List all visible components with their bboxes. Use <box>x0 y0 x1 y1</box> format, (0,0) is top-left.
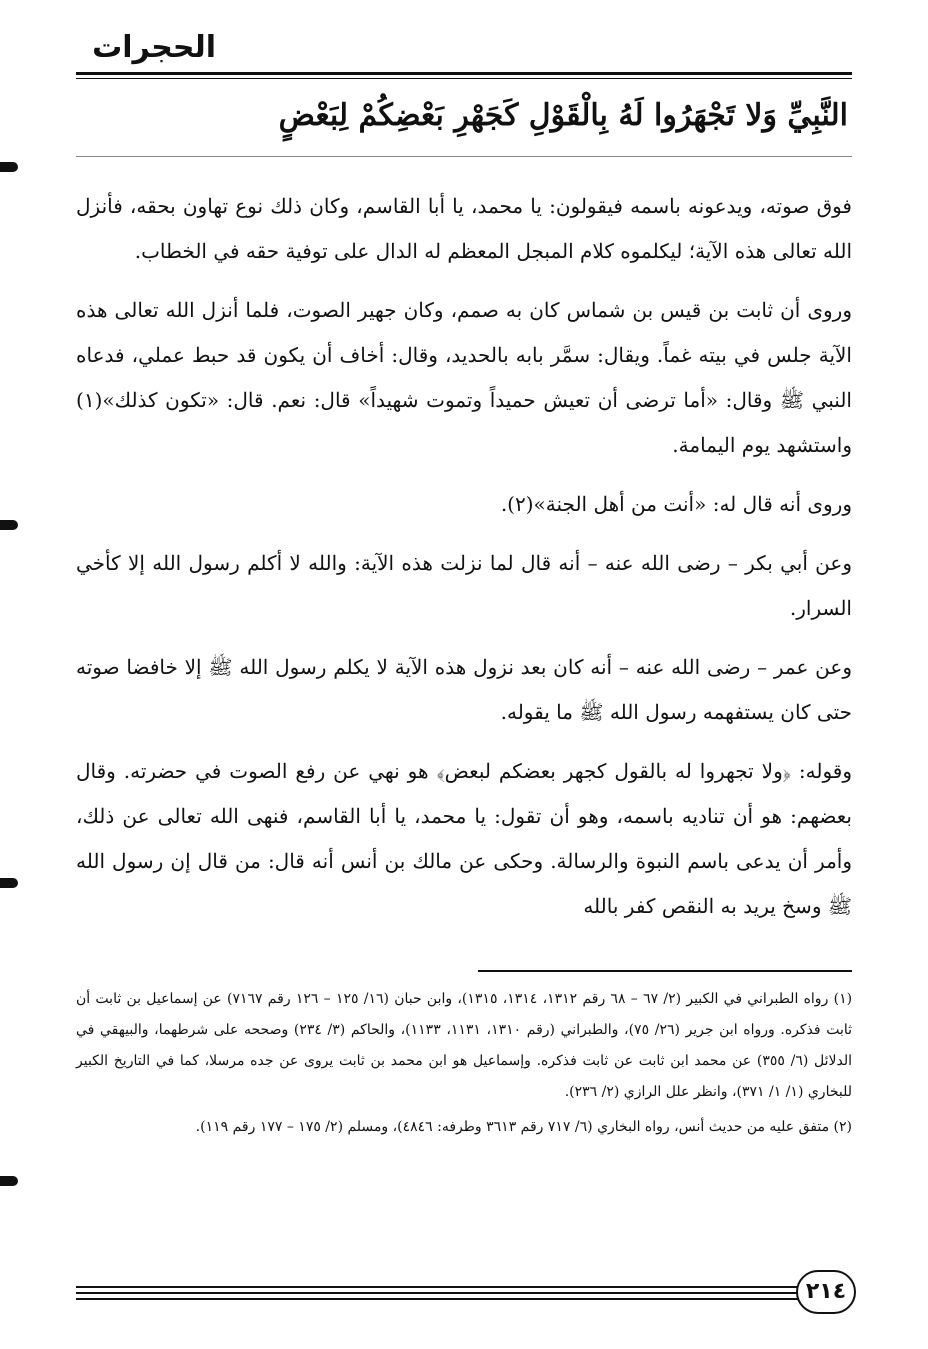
paragraph: وعن عمر – رضى الله عنه – أنه كان بعد نزول هذه الآية لا يكلم رسول الله ﷺ إلا خافضا صوته حتى كان يستفهمه رسول الله ﷺ ما يقوله. <box>76 655 852 724</box>
footnote: (١) رواه الطبراني في الكبير (٢/ ٦٧ – ٦٨ رقم ١٣١٢، ١٣١٤، ١٣١٥)، وابن حبان (١٦/ ١٢٥ – ١٢٦ رقم ٧١٦٧) عن إسماعيل بن ثابت أن ثابت فذكره. ورواه ابن جرير (٢٦/ ٧٥)، والطبراني (رقم ١٣١٠، ١١٣١، ١١٣٣)، والحاكم (٣/ ٢٣٤) وصححه على شرطهما، والبيهقي في الدلائل (٦/ ٣٥٥) عن محمد ابن ثابت عن ثابت فذكره. وإسماعيل هو ابن محمد بن ثابت يروى عن جده مرسلا، كما في التاريخ الكبير للبخاري (١/ ١/ ٣٧١)، وانظر علل الرازي (٢/ ٢٣٦). <box>76 991 853 1100</box>
surah-title: الحجرات <box>92 30 216 65</box>
paragraph: وروى أن ثابت بن قيس بن شماس كان به صمم، وكان جهير الصوت، فلما أنزل الله تعالى هذه الآية جلس في بيته غماً. ويقال: سمَّر بابه بالحديد، وقال: أخاف أن يكون قد حبط عملي، فدعاه النبي ﷺ وقال: «أما ترضى أن تعيش حميداً وتموت شهيداً» قال: نعم. قال: «تكون كذلك»(١) واستشهد يوم اليمامة. <box>76 298 852 457</box>
header-rule-thin <box>76 78 852 79</box>
main-text <box>76 184 852 943</box>
edge-thumb-mark <box>0 162 18 172</box>
header-rule-thick <box>76 72 852 75</box>
edge-thumb-mark <box>0 1176 18 1186</box>
verse-divider <box>76 156 852 157</box>
paragraph: وعن أبي بكر – رضى الله عنه – أنه قال لما نزلت هذه الآية: والله لا أكلم رسول الله إلا كأخي السرار. <box>76 551 852 620</box>
footnote-separator <box>478 970 852 972</box>
footer-rule <box>76 1298 852 1300</box>
paragraph: وقوله: ﴿ولا تجهروا له بالقول كجهر بعضكم لبعض﴾ هو نهي عن رفع الصوت في حضرته. وقال بعضهم: هو أن تناديه باسمه، وهو أن تقول: يا محمد، يا أبا القاسم، فنهى الله تعالى عن ذلك، وأمر أن يدعى باسم النبوة والرسالة. وحكى عن مالك بن أنس أنه قال: من قال إن رسول الله ﷺ وسخ يريد به النقص كفر بالله <box>76 759 852 918</box>
footnote: (٢) متفق عليه من حديث أنس، رواه البخاري (٦/ ٧١٧ رقم ٣٦١٣ وطرفه: ٤٨٤٦)، ومسلم (٢/ ١٧٥ – ١٧٧ رقم ١١٩). <box>195 1119 852 1135</box>
edge-thumb-mark <box>0 520 18 530</box>
footer-rule <box>76 1292 852 1294</box>
footer-rule <box>76 1286 852 1288</box>
paragraph: وروى أنه قال له: «أنت من أهل الجنة»(٢). <box>500 492 852 516</box>
header-verse: النَّبِيِّ وَلا تَجْهَرُوا لَهُ بِالْقَوْلِ كَجَهْرِ بَعْضِكُمْ لِبَعْضٍ <box>278 98 848 133</box>
footnotes <box>76 984 852 1147</box>
edge-thumb-mark <box>0 878 18 888</box>
page-number: ٢١٤ <box>796 1270 856 1314</box>
paragraph: فوق صوته، ويدعونه باسمه فيقولون: يا محمد، يا أبا القاسم، وكان ذلك نوع تهاون بحقه، فأنزل الله تعالى هذه الآية؛ ليكلموه كلام المبجل المعظم له الدال على توفية حقه في الخطاب. <box>76 194 852 263</box>
